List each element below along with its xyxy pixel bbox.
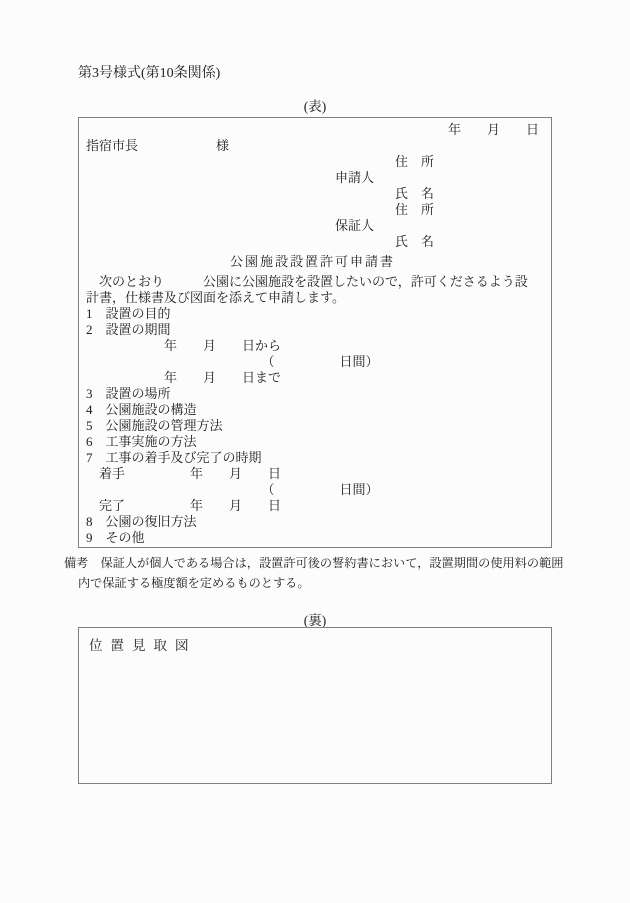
back-side-label: (裏) (303, 613, 327, 628)
applicant-label: 申請人 (335, 170, 375, 185)
form-body-text: 次のとおり 公園に公園施設を設置したいので，許可くださるよう設計書，仕様書及び図面を添えて申請します。 (86, 274, 528, 305)
applicant-address-line: 住 所 (395, 154, 435, 169)
item-9-other: 9 その他 (86, 530, 145, 545)
location-map-label: 位置見取図 (89, 638, 197, 653)
schedule-days-line: （ 日間） (86, 482, 379, 497)
applicant-name-line: 氏 名 (395, 186, 435, 201)
period-from-line: 年 月 日から (86, 338, 282, 353)
location-map-box (78, 627, 552, 784)
guarantor-address-line: 住 所 (395, 202, 435, 217)
item-4-structure: 4 公園施設の構造 (86, 402, 197, 417)
period-days-line: （ 日間） (86, 354, 379, 369)
item-2-period: 2 設置の期間 (86, 322, 171, 337)
form-number-heading: 第3号様式(第10条関係) (78, 66, 221, 81)
date-line: 年 月 日 (447, 122, 539, 137)
guarantor-name-line: 氏 名 (395, 234, 435, 249)
addressee-line: 指宿市長 様 (86, 138, 230, 153)
remarks-note: 備考 保証人が個人である場合は，設置許可後の誓約書において，設置期間の使用料の範囲内で保証する極度額を定めるものとする。 (64, 556, 564, 590)
application-form-box (78, 117, 552, 548)
item-5-management: 5 公園施設の管理方法 (86, 418, 223, 433)
period-to-line: 年 月 日まで (86, 370, 282, 385)
item-8-restoration: 8 公園の復旧方法 (86, 514, 197, 529)
schedule-start-line: 着手 年 月 日 (86, 466, 282, 481)
form-title: 公園施設設置許可申請書 (229, 254, 395, 269)
item-6-construction-method: 6 工事実施の方法 (86, 434, 197, 449)
front-side-label: (表) (303, 99, 327, 114)
item-1-purpose: 1 設置の目的 (86, 306, 171, 321)
guarantor-label: 保証人 (335, 218, 375, 233)
application-form-content (79, 118, 551, 546)
item-7-construction-schedule: 7 工事の着手及び完了の時期 (86, 450, 262, 465)
schedule-end-line: 完了 年 月 日 (86, 498, 282, 513)
item-3-location: 3 設置の場所 (86, 386, 171, 401)
